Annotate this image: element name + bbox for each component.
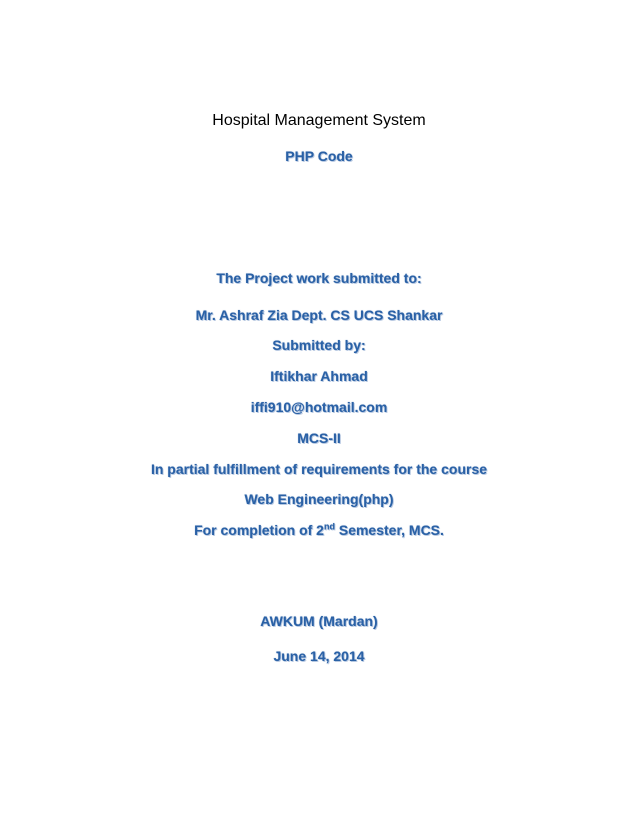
document-subtitle: PHP Code — [285, 148, 353, 164]
completion-suffix: Semester, MCS. — [334, 522, 444, 538]
completion-superscript: nd — [323, 521, 335, 532]
author-email: iffi910@hotmail.com — [250, 399, 388, 415]
completion-line — [0, 522, 638, 538]
completion-prefix: For completion of 2 — [194, 522, 324, 538]
submitted-to-label: The Project work submitted to: — [216, 270, 422, 286]
course-name: Web Engineering(php) — [244, 491, 394, 507]
program-name: MCS-II — [297, 430, 341, 446]
supervisor-name: Mr. Ashraf Zia Dept. CS UCS Shankar — [195, 307, 443, 323]
submission-date: June 14, 2014 — [273, 648, 365, 664]
document-title: Hospital Management System — [212, 112, 426, 129]
requirement-note: In partial fulfillment of requirements for the course — [150, 461, 488, 477]
author-name: Iftikhar Ahmad — [270, 368, 368, 384]
submitted-by-label: Submitted by: — [272, 337, 366, 353]
institution-name: AWKUM (Mardan) — [260, 613, 378, 629]
